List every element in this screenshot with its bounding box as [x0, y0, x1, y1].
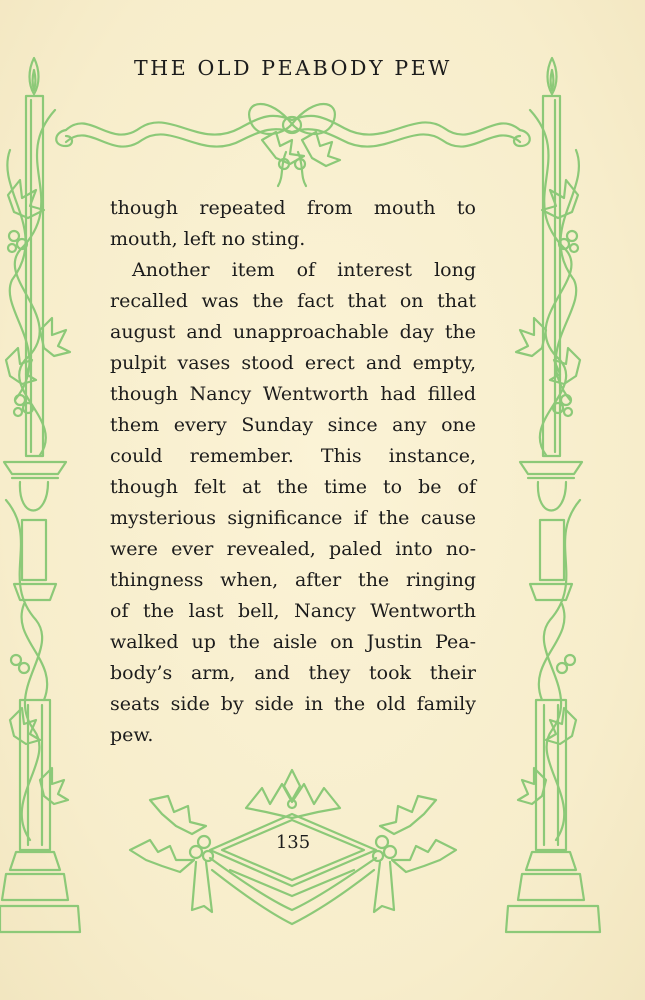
- text-line: though felt at the time to be of: [110, 476, 476, 498]
- text-line: thingness when, after the ringing: [110, 569, 476, 591]
- right-candlestick-ornament: [506, 58, 600, 932]
- text-line: though Nancy Wentworth had filled: [110, 383, 476, 405]
- text-line: could remember. This instance,: [110, 445, 476, 467]
- text-line: pew.: [110, 724, 154, 746]
- text-line: seats side by side in the old family: [110, 693, 476, 715]
- text-line: august and unapproachable day the: [110, 321, 476, 343]
- left-candlestick-ornament: [0, 58, 80, 932]
- page-number: 135: [275, 832, 311, 853]
- text-line: body’s arm, and they took their: [110, 662, 476, 684]
- text-line: though repeated from mouth to: [110, 197, 476, 219]
- text-line: them every Sunday since any one: [110, 414, 476, 436]
- body-text: [110, 193, 476, 751]
- text-line: mysterious significance if the cause: [110, 507, 476, 529]
- text-line: were ever revealed, paled into no-: [110, 538, 476, 560]
- text-line: recalled was the fact that on that: [110, 290, 476, 312]
- text-line: of the last bell, Nancy Wentworth: [110, 600, 476, 622]
- text-line: pulpit vases stood erect and empty,: [110, 352, 476, 374]
- running-head-title: THE OLD PEABODY PEW: [134, 56, 452, 80]
- top-ribbon-swag-ornament: [56, 104, 530, 186]
- text-line: Another item of interest long: [132, 259, 476, 281]
- text-line: walked up the aisle on Justin Pea-: [110, 631, 476, 653]
- text-line: mouth, left no sting.: [110, 228, 306, 250]
